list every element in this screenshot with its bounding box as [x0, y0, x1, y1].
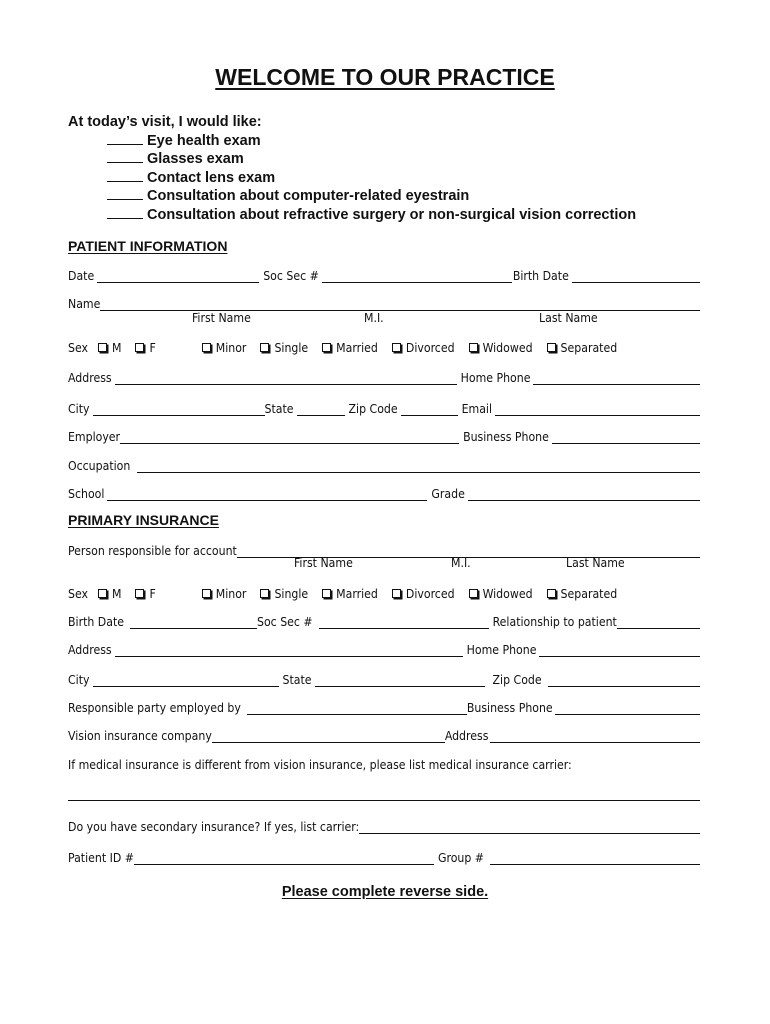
- ins-soc-sec-field[interactable]: [319, 615, 489, 629]
- ins-state-field[interactable]: [315, 673, 485, 687]
- ins-zip-label: Zip Code: [492, 673, 542, 687]
- address-field[interactable]: [115, 371, 457, 385]
- checkbox-icon: [202, 343, 211, 352]
- relationship-field[interactable]: [617, 615, 700, 629]
- checkbox-icon: [260, 589, 269, 598]
- option-blank[interactable]: [107, 133, 143, 145]
- soc-sec-label: Soc Sec #: [263, 269, 319, 283]
- ins-first-name-caption: First Name: [294, 556, 353, 570]
- checkbox-icon: [547, 343, 556, 352]
- vision-company-label: Vision insurance company: [68, 729, 212, 743]
- grade-label: Grade: [431, 487, 465, 501]
- group-field[interactable]: [490, 851, 700, 865]
- status-divorced-checkbox[interactable]: Divorced: [392, 341, 455, 355]
- ins-status-divorced-checkbox[interactable]: Divorced: [392, 587, 455, 601]
- employed-by-field[interactable]: [247, 701, 467, 715]
- date-field[interactable]: [97, 269, 259, 283]
- ins-address-field[interactable]: [115, 643, 463, 657]
- ins-business-phone-field[interactable]: [555, 701, 700, 715]
- patient-row-school: [68, 485, 700, 501]
- status-married-checkbox[interactable]: Married: [322, 341, 378, 355]
- employer-field[interactable]: [120, 430, 459, 444]
- ins-address-label: Address: [68, 643, 112, 657]
- email-field[interactable]: [495, 402, 700, 416]
- mi-caption: M.I.: [364, 311, 384, 325]
- secondary-carrier-field[interactable]: [359, 820, 700, 834]
- ins-zip-field[interactable]: [548, 673, 700, 687]
- visit-heading: At today’s visit, I would like:: [68, 114, 262, 130]
- ins-birth-date-field[interactable]: [130, 615, 257, 629]
- grade-field[interactable]: [468, 487, 700, 501]
- visit-option-eyestrain[interactable]: Consultation about computer-related eyestrain: [68, 187, 636, 206]
- employer-label: Employer: [68, 430, 121, 444]
- occupation-field[interactable]: [137, 459, 700, 473]
- insurance-row-vision: [68, 727, 700, 743]
- visit-options: [68, 113, 636, 225]
- insurance-row-employed: [68, 699, 700, 715]
- status-widowed-checkbox[interactable]: Widowed: [469, 341, 533, 355]
- vision-address-field[interactable]: [490, 729, 700, 743]
- sex-label: Sex: [68, 341, 88, 355]
- visit-option-eye-health[interactable]: Eye health exam: [68, 132, 636, 151]
- option-blank[interactable]: [107, 207, 143, 219]
- sex-f-checkbox[interactable]: F: [135, 341, 155, 355]
- insurance-row-address: [68, 641, 700, 657]
- state-label: State: [264, 402, 294, 416]
- ins-city-label: City: [68, 673, 90, 687]
- patient-id-field[interactable]: [134, 851, 434, 865]
- home-phone-label: Home Phone: [460, 371, 531, 385]
- insurance-row-secondary: [68, 818, 700, 834]
- status-single-checkbox[interactable]: Single: [260, 341, 308, 355]
- zip-label: Zip Code: [348, 402, 398, 416]
- checkbox-icon: [392, 343, 401, 352]
- ins-state-label: State: [282, 673, 312, 687]
- patient-row-sex: [68, 339, 700, 355]
- ins-status-separated-checkbox[interactable]: Separated: [547, 587, 618, 601]
- ins-city-field[interactable]: [93, 673, 279, 687]
- status-separated-checkbox[interactable]: Separated: [547, 341, 618, 355]
- city-label: City: [68, 402, 90, 416]
- vision-company-field[interactable]: [212, 729, 445, 743]
- ins-birth-date-label: Birth Date: [68, 615, 125, 629]
- visit-option-refractive[interactable]: Consultation about refractive surgery or non-surgical vision correction: [68, 206, 636, 225]
- insurance-row-medical-note: [68, 756, 700, 772]
- ins-sex-label: Sex: [68, 587, 88, 601]
- name-label: Name: [68, 297, 101, 311]
- business-phone-label: Business Phone: [463, 430, 549, 444]
- birth-date-label: Birth Date: [512, 269, 569, 283]
- status-minor-checkbox[interactable]: Minor: [202, 341, 247, 355]
- checkbox-icon: [322, 589, 331, 598]
- home-phone-field[interactable]: [533, 371, 700, 385]
- ins-soc-sec-label: Soc Sec #: [257, 615, 313, 629]
- patient-row-occupation: [68, 457, 700, 473]
- patient-row-city: [68, 400, 700, 416]
- state-field[interactable]: [297, 402, 345, 416]
- school-field[interactable]: [107, 487, 427, 501]
- patient-id-label: Patient ID #: [68, 851, 134, 865]
- checkbox-icon: [260, 343, 269, 352]
- checkbox-icon: [135, 343, 144, 352]
- ins-status-married-checkbox[interactable]: Married: [322, 587, 378, 601]
- option-blank[interactable]: [107, 188, 143, 200]
- patient-row-date: [68, 267, 700, 283]
- zip-field[interactable]: [401, 402, 458, 416]
- checkbox-icon: [547, 589, 556, 598]
- business-phone-field[interactable]: [552, 430, 700, 444]
- checkbox-icon: [322, 343, 331, 352]
- patient-row-address: [68, 369, 700, 385]
- checkbox-icon: [469, 589, 478, 598]
- insurance-row-sex: [68, 585, 700, 601]
- address-label: Address: [68, 371, 112, 385]
- last-name-caption: Last Name: [539, 311, 598, 325]
- sex-m-checkbox[interactable]: M: [98, 341, 121, 355]
- ins-sex-m-checkbox[interactable]: M: [98, 587, 121, 601]
- checkbox-icon: [392, 589, 401, 598]
- option-blank[interactable]: [107, 151, 143, 163]
- ins-business-phone-label: Business Phone: [466, 701, 553, 715]
- checkbox-icon: [202, 589, 211, 598]
- visit-option-contact-lens[interactable]: Contact lens exam: [68, 169, 636, 188]
- secondary-label: Do you have secondary insurance? If yes, list carrier:: [68, 820, 360, 834]
- occupation-label: Occupation: [68, 459, 131, 473]
- employed-by-label: Responsible party employed by: [68, 701, 241, 715]
- patient-row-employer: [68, 428, 700, 444]
- group-label: Group #: [437, 851, 484, 865]
- ins-home-phone-field[interactable]: [539, 643, 700, 657]
- name-field[interactable]: [100, 297, 700, 311]
- birth-date-field[interactable]: [572, 269, 700, 283]
- ins-status-widowed-checkbox[interactable]: Widowed: [469, 587, 533, 601]
- insurance-row-birth: [68, 613, 700, 629]
- city-field[interactable]: [93, 402, 265, 416]
- email-label: Email: [461, 402, 493, 416]
- first-name-caption: First Name: [192, 311, 251, 325]
- checkbox-icon: [135, 589, 144, 598]
- page-title: WELCOME TO OUR PRACTICE: [215, 64, 555, 90]
- checkbox-icon: [98, 589, 107, 598]
- ins-last-name-caption: Last Name: [566, 556, 625, 570]
- footer-note: Please complete reverse side.: [281, 884, 489, 900]
- checkbox-icon: [469, 343, 478, 352]
- patient-info-heading: PATIENT INFORMATION: [68, 238, 228, 254]
- person-responsible-label: Person responsible for account: [68, 544, 237, 558]
- ins-mi-caption: M.I.: [451, 556, 471, 570]
- insurance-row-patient-id: [68, 849, 700, 865]
- medical-carrier-field[interactable]: [68, 799, 700, 801]
- relationship-label: Relationship to patient: [492, 615, 617, 629]
- ins-sex-f-checkbox[interactable]: F: [135, 587, 155, 601]
- vision-address-label: Address: [444, 729, 489, 743]
- date-label: Date: [68, 269, 95, 283]
- insurance-row-city: [68, 671, 700, 687]
- medical-note-text: If medical insurance is different from vision insurance, please list medical insurance carrier:: [68, 758, 572, 772]
- patient-row-name: [68, 295, 700, 311]
- ins-status-minor-checkbox[interactable]: Minor: [202, 587, 247, 601]
- visit-option-glasses[interactable]: Glasses exam: [68, 150, 636, 169]
- school-label: School: [68, 487, 105, 501]
- option-blank[interactable]: [107, 170, 143, 182]
- soc-sec-field[interactable]: [322, 269, 512, 283]
- primary-insurance-heading: PRIMARY INSURANCE: [68, 512, 219, 528]
- checkbox-icon: [98, 343, 107, 352]
- ins-status-single-checkbox[interactable]: Single: [260, 587, 308, 601]
- ins-home-phone-label: Home Phone: [466, 643, 537, 657]
